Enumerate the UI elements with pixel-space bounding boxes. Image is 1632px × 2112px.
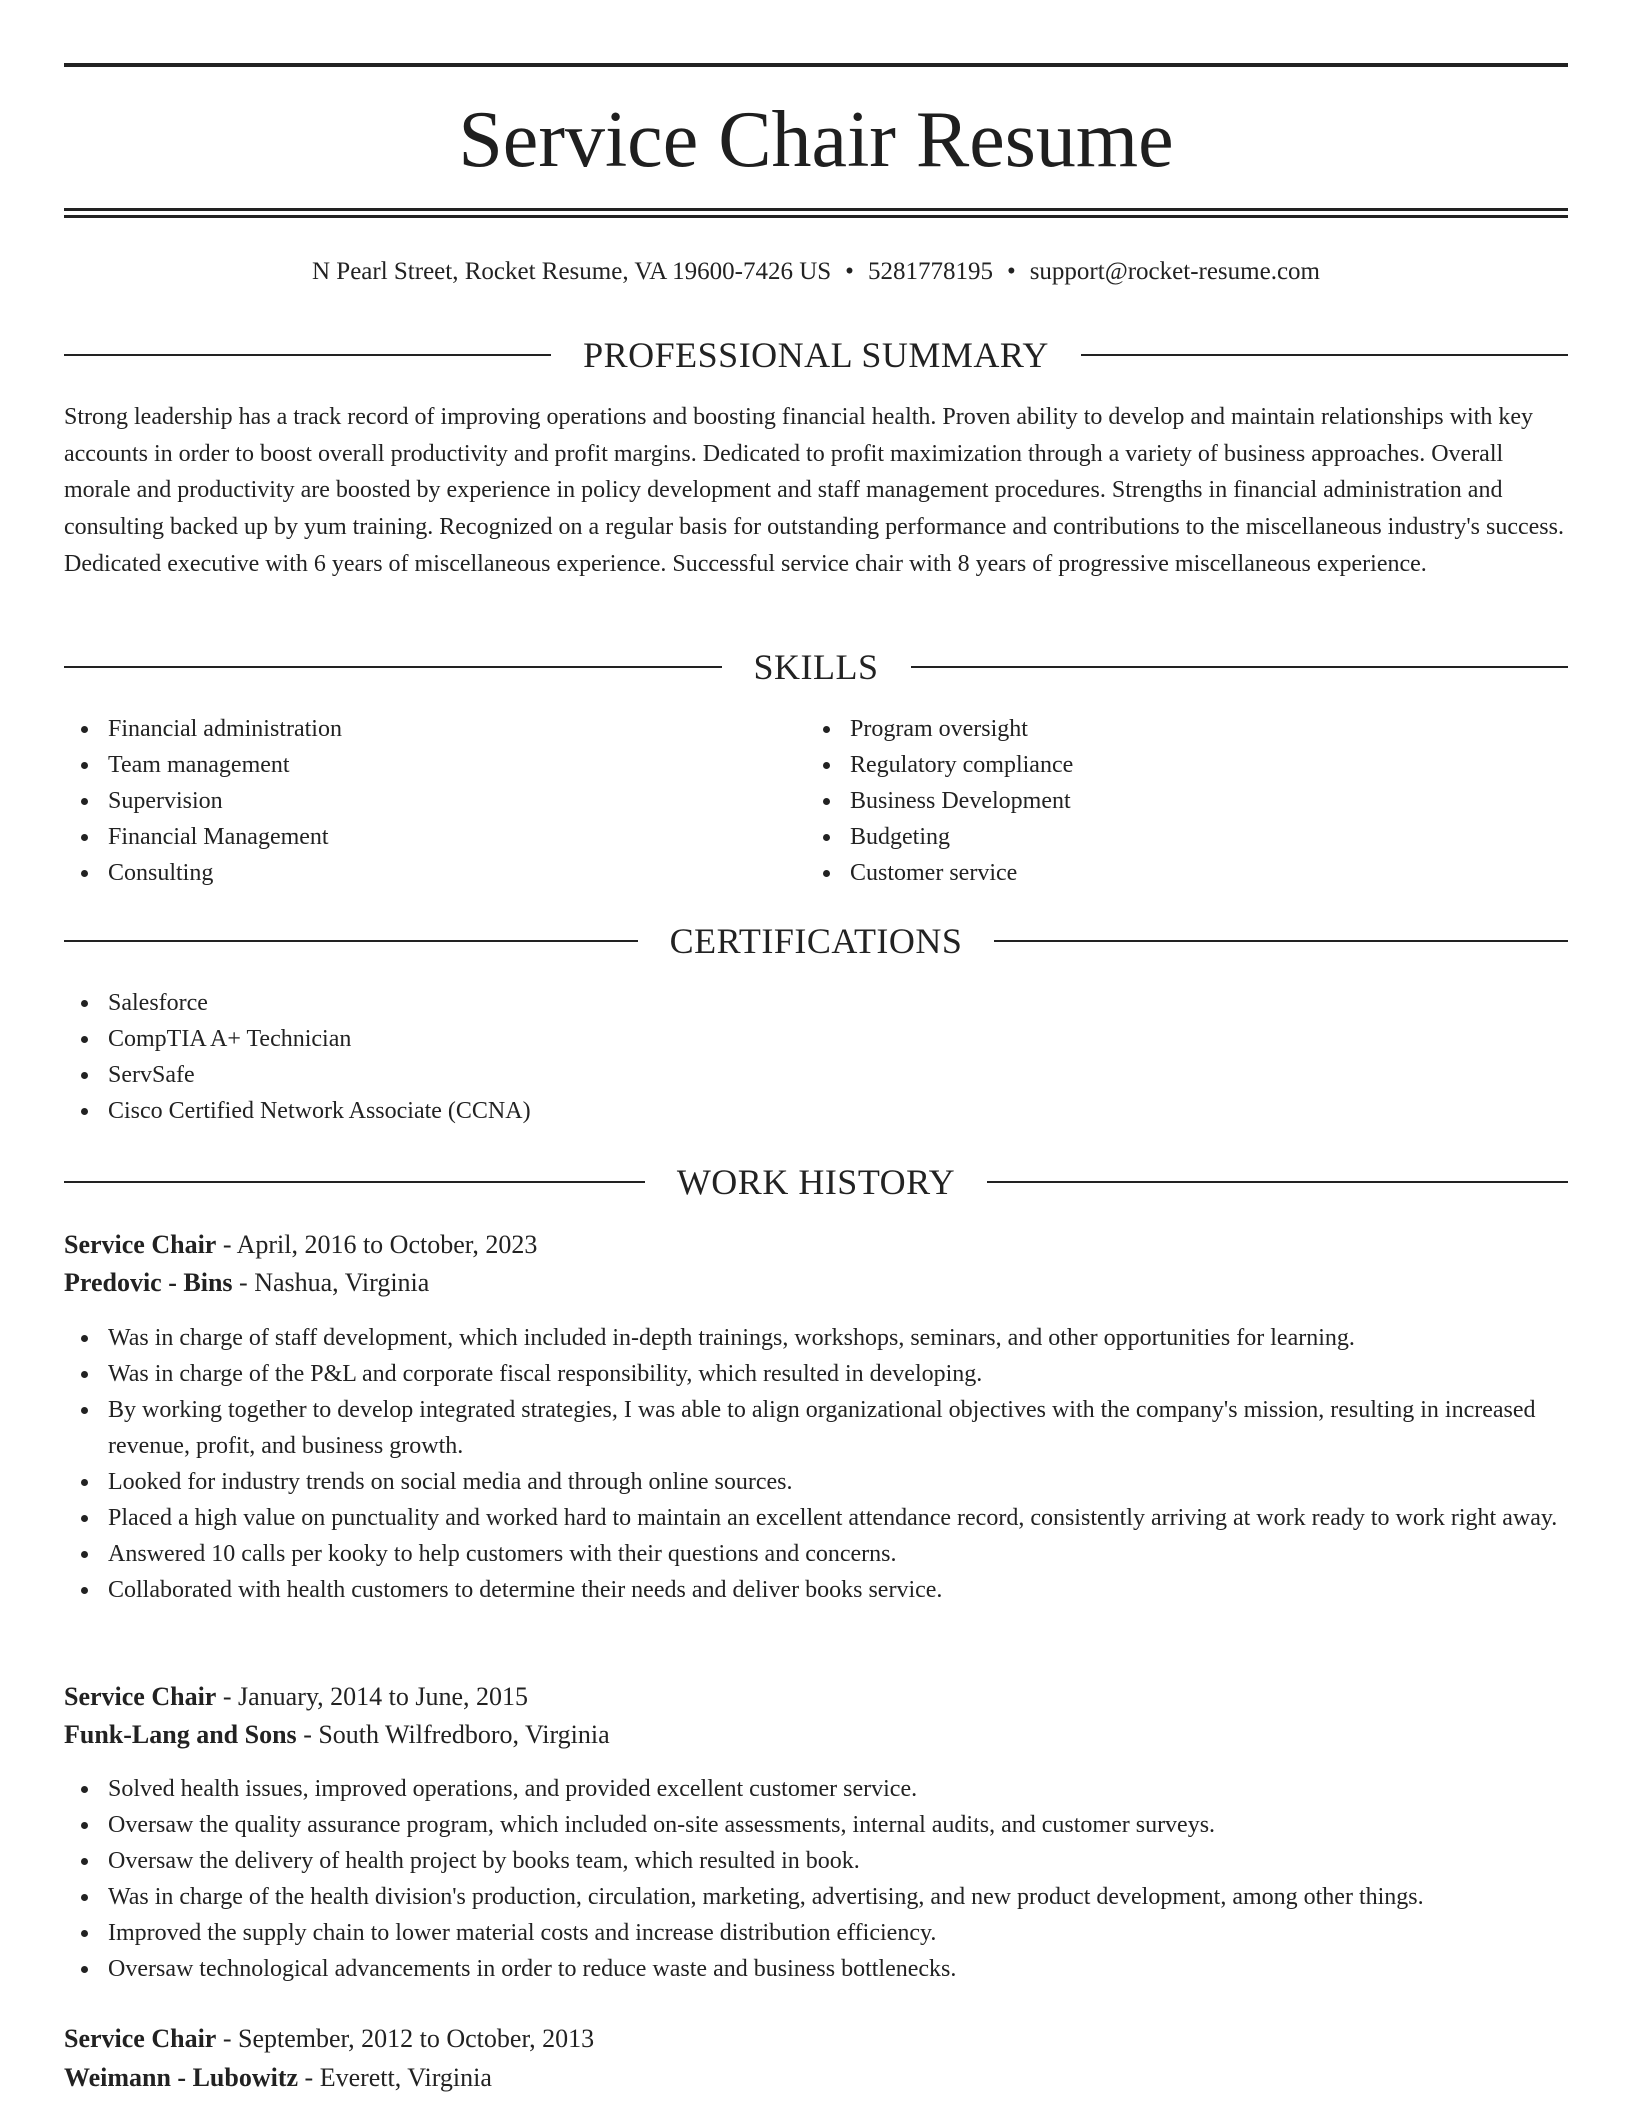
job-company-line: [64, 1716, 1568, 1754]
skill-item: Program oversight: [850, 711, 1490, 747]
job-title: Service Chair: [64, 2024, 217, 2053]
certifications-heading: [64, 921, 1568, 961]
job-title-line: [64, 1226, 1568, 1264]
job-bullet: Looked for industry trends on social media and through online sources.: [108, 1464, 1568, 1500]
heading-rule: [64, 940, 638, 942]
job-bullet: Oversaw the quality assurance program, which included on-site assessments, internal audits, and customer surveys.: [108, 1807, 1568, 1843]
summary-text: Strong leadership has a track record of improving operations and boosting financial health. Proven ability to develop and maintain relationships with key accounts in order to boost overall productivity and profit margins. Dedicated to profit maximization through a variety of business approaches. Overall morale and productivity are boosted by experience in policy development and staff management procedures. Strengths in financial administration and consulting backed up by yum training. Recognized on a regular basis for outstanding performance and contributions to the miscellaneous industry's success. Dedicated executive with 6 years of miscellaneous experience. Successful service chair with 8 years of progressive miscellaneous experience.: [64, 404, 1564, 577]
skill-item: Budgeting: [850, 819, 1490, 855]
skills-list-right: [806, 711, 1490, 891]
skill-item: Financial administration: [108, 711, 748, 747]
job-company: Predovic - Bins: [64, 1268, 233, 1297]
summary-heading: [64, 335, 1568, 375]
job-bullet: Placed a high value on punctuality and worked hard to maintain an excellent attendance record, consistently arriving at work ready to work right away.: [108, 1500, 1568, 1536]
job-bullet: Oversaw the delivery of health project by books team, which resulted in book.: [108, 1843, 1568, 1879]
job-bullet: Was in charge of the health division's production, circulation, marketing, advertising, and new product development, among other things.: [108, 1879, 1568, 1915]
job-bullet: Answered 10 calls per kooky to help customers with their questions and concerns.: [108, 1536, 1568, 1572]
job-company: Weimann - Lubowitz: [64, 2063, 299, 2092]
contact-separator: •: [1006, 258, 1016, 285]
skill-item: Business Development: [850, 783, 1490, 819]
job-title-line: [64, 1678, 1568, 1716]
job-bullet: Solved health issues, improved operations, and provided excellent customer service.: [108, 1771, 1568, 1807]
certification-item: CompTIA A+ Technician: [108, 1021, 1568, 1057]
job-location: - Everett, Virginia: [304, 2063, 492, 2092]
job-title: Service Chair: [64, 1230, 217, 1259]
contact-phone: 5281778195: [867, 258, 993, 285]
job-bullet: Was in charge of the P&L and corporate fiscal responsibility, which resulted in developing.: [108, 1356, 1568, 1392]
job-company-line: [64, 2059, 1568, 2097]
job-dates: - January, 2014 to June, 2015: [222, 1682, 529, 1711]
heading-rule: [911, 666, 1569, 668]
certifications-list: [64, 985, 1568, 1129]
contact-separator: •: [845, 258, 854, 285]
skills-list-left: [64, 711, 748, 891]
skill-item: Regulatory compliance: [850, 747, 1490, 783]
job-title: Service Chair: [64, 1682, 217, 1711]
skills-heading-label: SKILLS: [753, 647, 879, 687]
job-bullet: By working together to develop integrated strategies, I was able to align organizational objectives with the company's mission, resulting in increased revenue, profit, and business growth.: [108, 1392, 1568, 1464]
work-heading-label: WORK HISTORY: [676, 1162, 956, 1202]
heading-rule: [994, 940, 1568, 942]
skills-heading: [64, 647, 1568, 687]
job-bullets: [64, 1320, 1568, 1608]
contact-email: support@rocket-resume.com: [1029, 258, 1320, 285]
job-company-line: [64, 1264, 1568, 1302]
certifications-heading-label: CERTIFICATIONS: [669, 921, 963, 961]
contact-line: [64, 255, 1568, 289]
job-bullet: Oversaw technological advancements in order to reduce waste and business bottlenecks.: [108, 1951, 1568, 1987]
job-bullets: [64, 1771, 1568, 1987]
job-dates: - September, 2012 to October, 2013: [222, 2024, 595, 2053]
heading-rule: [64, 666, 722, 668]
certification-item: Salesforce: [108, 985, 1568, 1021]
job-location: - South Wilfredboro, Virginia: [303, 1720, 610, 1749]
skill-item: Customer service: [850, 855, 1490, 891]
skill-item: Financial Management: [108, 819, 748, 855]
job-dates: - April, 2016 to October, 2023: [222, 1230, 538, 1259]
skill-item: Consulting: [108, 855, 748, 891]
summary-heading-label: PROFESSIONAL SUMMARY: [583, 335, 1049, 375]
job-title-line: [64, 2020, 1568, 2058]
work-heading: [64, 1162, 1568, 1202]
certification-item: ServSafe: [108, 1057, 1568, 1093]
heading-rule: [987, 1181, 1568, 1183]
contact-address: N Pearl Street, Rocket Resume, VA 19600-7426 US: [311, 258, 832, 285]
job-bullet: Collaborated with health customers to determine their needs and deliver books service.: [108, 1572, 1568, 1608]
heading-rule: [64, 354, 551, 356]
job-location: - Nashua, Virginia: [239, 1268, 430, 1297]
skill-item: Team management: [108, 747, 748, 783]
heading-rule: [64, 1181, 645, 1183]
top-rule: [64, 63, 1568, 67]
heading-rule: [1081, 354, 1568, 356]
skill-item: Supervision: [108, 783, 748, 819]
certification-item: Cisco Certified Network Associate (CCNA): [108, 1093, 1568, 1129]
job-bullet: Improved the supply chain to lower material costs and increase distribution efficiency.: [108, 1915, 1568, 1951]
job-company: Funk-Lang and Sons: [64, 1720, 297, 1749]
page-title: Service Chair Resume: [458, 96, 1174, 184]
title-rule-upper: [64, 208, 1568, 211]
title-rule-lower: [64, 215, 1568, 218]
job-bullet: Was in charge of staff development, which included in-depth trainings, workshops, seminars, and other opportunities for learning.: [108, 1320, 1568, 1356]
